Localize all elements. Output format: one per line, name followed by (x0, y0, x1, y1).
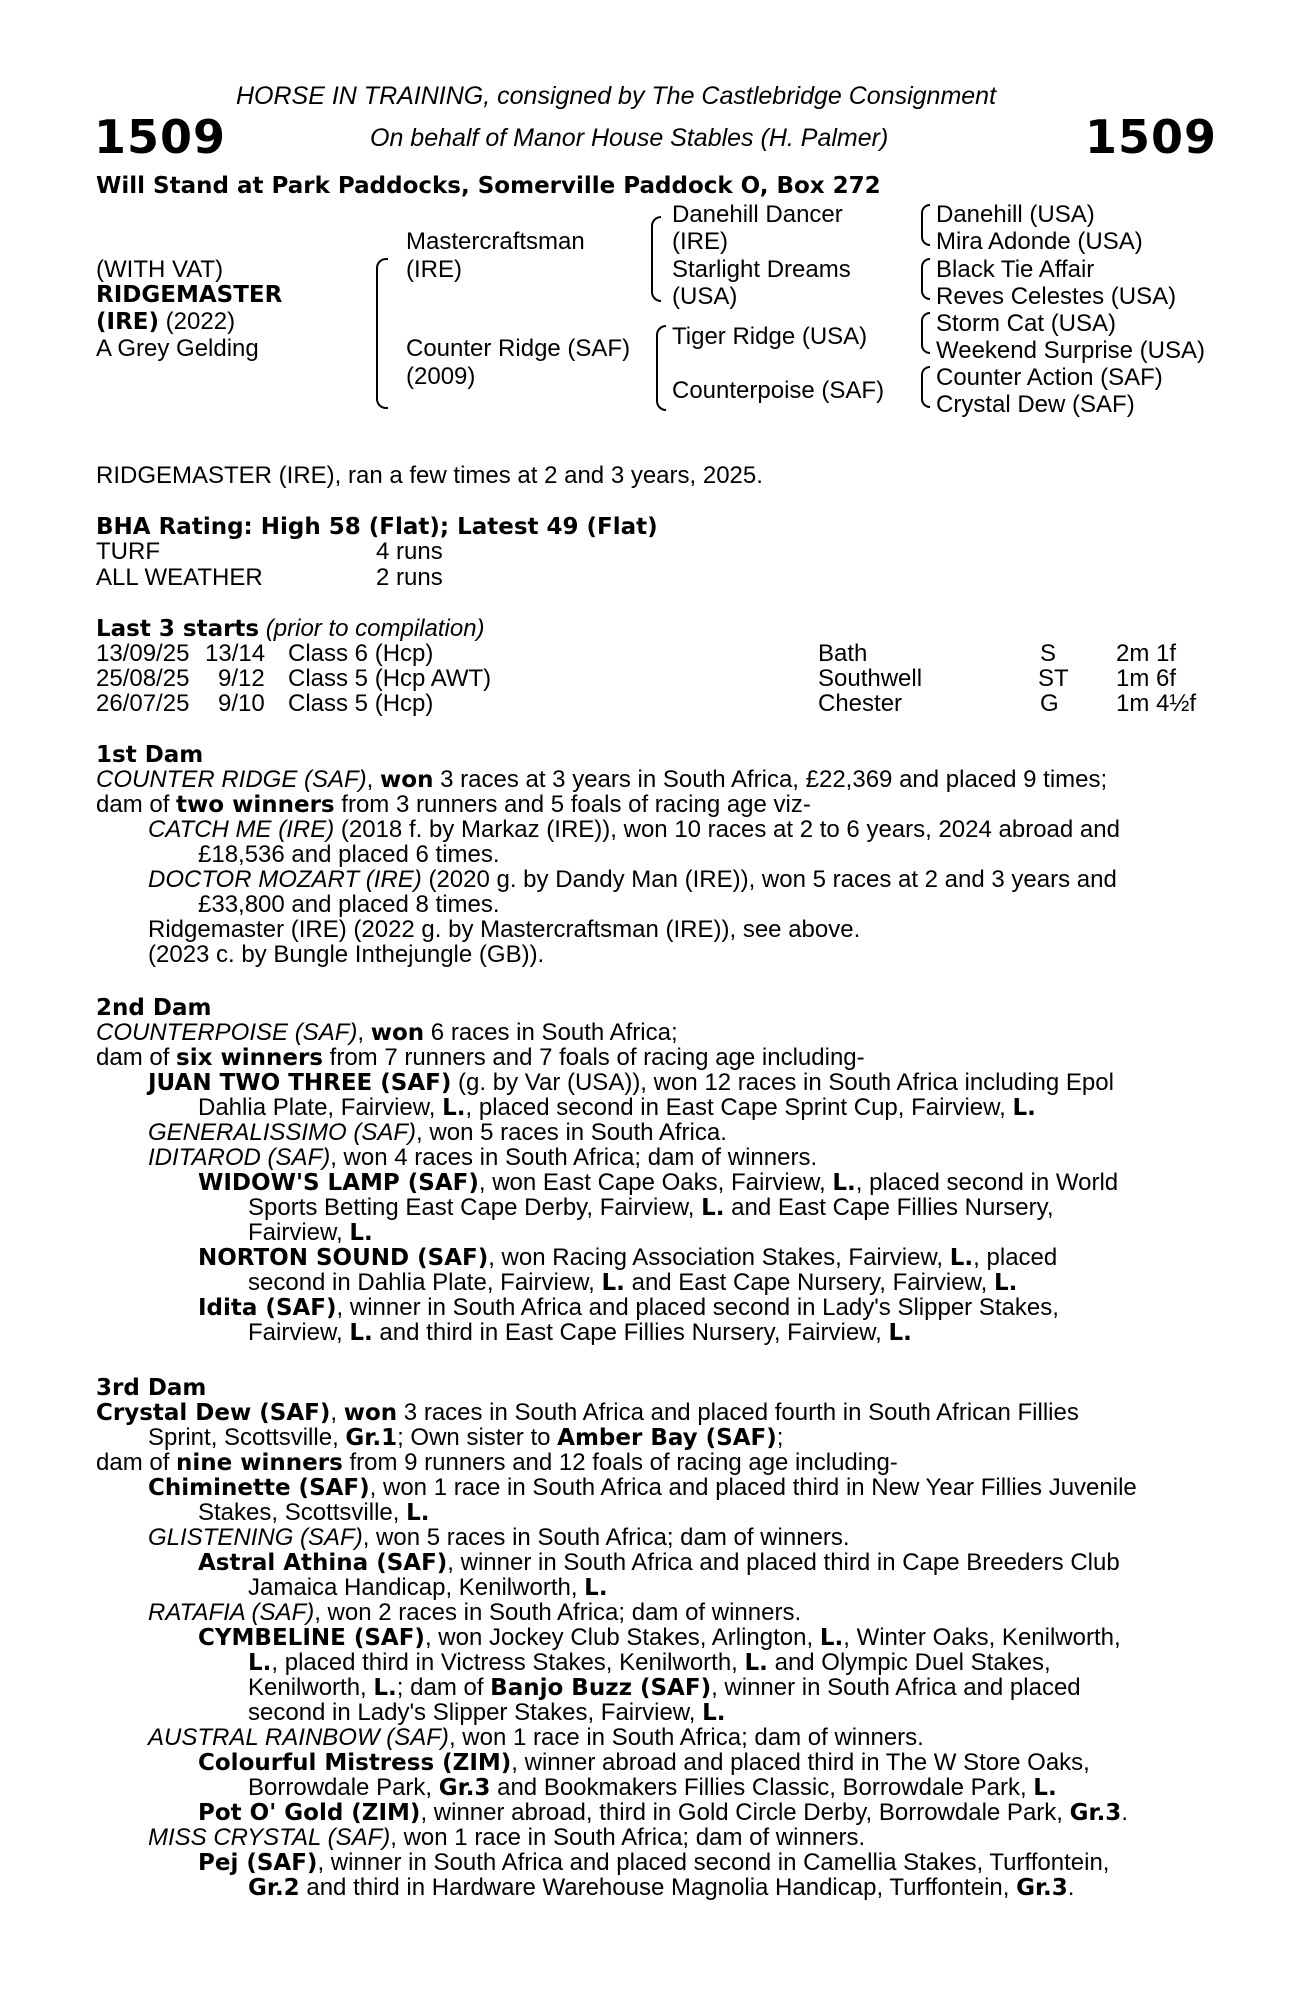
gen3-5: Storm Cat (USA) (936, 310, 1117, 337)
horse-year: (2022) (159, 308, 236, 335)
third-dam-line (248, 1700, 726, 1726)
start-going: S (1040, 640, 1057, 667)
third-dam-line (148, 1425, 783, 1451)
text: and third in Hardware Warehouse Magnolia Handicap, Turffontein, (299, 1874, 1017, 1901)
dam-line1: Counter Ridge (SAF) (406, 335, 631, 362)
header-consignment: HORSE IN TRAINING, consigned by The Castlebridge Consignment (236, 82, 997, 110)
black-type-name: NORTON SOUND (SAF) (198, 1245, 489, 1271)
start-going: ST (1038, 665, 1069, 692)
third-dam-line (148, 1525, 850, 1551)
foal-name: CATCH ME (IRE) (148, 816, 335, 843)
start-class: Class 5 (Hcp AWT) (288, 665, 492, 692)
won-label: won (343, 1400, 398, 1426)
start-class: Class 5 (Hcp) (288, 690, 434, 717)
group-badge: Gr.3 (1069, 1800, 1122, 1826)
text: Sprint, Scottsville, (148, 1424, 346, 1451)
start-course: Chester (818, 690, 903, 717)
text: dam of (96, 1044, 177, 1071)
third-dam-line (198, 1625, 1121, 1651)
text: , winner in South Africa and placed second in Camellia Stakes, Turffontein, (317, 1849, 1110, 1876)
text: Dahlia Plate, Fairview, (198, 1094, 443, 1121)
black-type-name: Pej (SAF) (198, 1850, 318, 1876)
text: , won Racing Association Stakes, Fairview, (488, 1244, 950, 1271)
text: and East Cape Nursery, Fairview, (624, 1269, 994, 1296)
third-dam-line (96, 1450, 898, 1476)
text: , won 1 race in South Africa and placed third in New Year Fillies Juvenile (369, 1474, 1137, 1501)
dam-name: COUNTERPOISE (SAF) (96, 1019, 358, 1046)
text: Fairview, (248, 1319, 350, 1346)
rating-runs-turf: 4 runs (376, 538, 443, 565)
gen3-3: Black Tie Affair (936, 256, 1095, 283)
foal-name: RATAFIA (SAF) (148, 1599, 315, 1626)
start-distance: 1m 6f (1116, 665, 1177, 692)
last-starts-title: Last 3 starts (96, 616, 260, 642)
dam-sire: Tiger Ridge (USA) (672, 323, 868, 350)
second-dam-line (96, 1045, 865, 1071)
third-dam-line (148, 1475, 1137, 1501)
second-dam-heading: 2nd Dam (96, 995, 212, 1021)
third-dam-line (96, 1400, 1079, 1426)
first-dam-line (96, 767, 1107, 793)
listed-badge: L. (1012, 1095, 1036, 1121)
rating-row-aw (96, 565, 263, 591)
text: , winner in South Africa and placed (711, 1674, 1081, 1701)
third-dam-line (248, 1575, 608, 1601)
sire-sire-line2: (IRE) (672, 228, 728, 255)
gen3-4: Reves Celestes (USA) (936, 283, 1177, 310)
listed-badge: L. (349, 1320, 373, 1346)
listed-badge: L. (819, 1625, 844, 1651)
start-position: 9/10 (218, 690, 265, 717)
header-on-behalf: On behalf of Manor House Stables (H. Palmer) (370, 124, 889, 152)
start-position: 13/14 (205, 640, 266, 667)
start-date: 13/09/25 (96, 640, 190, 667)
horse-country-year (96, 309, 235, 335)
gen3-8: Crystal Dew (SAF) (936, 391, 1135, 418)
start-class: Class 6 (Hcp) (288, 640, 434, 667)
listed-badge: L. (888, 1320, 912, 1346)
group-badge: Gr.3 (438, 1775, 491, 1801)
second-dam-line (148, 1145, 817, 1171)
first-dam-heading: 1st Dam (96, 742, 204, 768)
text: dam of (96, 791, 177, 818)
text: , won 5 races in South Africa; dam of winners. (362, 1524, 850, 1551)
sire-sire-line1: Danehill Dancer (672, 201, 843, 228)
text: , placed third in Victress Stakes, Kenilworth, (271, 1649, 745, 1676)
listed-badge: L. (248, 1650, 272, 1676)
text: dam of (96, 1449, 177, 1476)
sire-line2: (IRE) (406, 256, 462, 283)
text: from 7 runners and 7 foals of racing age including- (322, 1044, 865, 1071)
text: , Winter Oaks, Kenilworth, (843, 1624, 1121, 1651)
lot-number-right: 1509 (1085, 110, 1218, 164)
third-dam-line (248, 1650, 1051, 1676)
bracket-g56 (921, 312, 930, 354)
start-distance: 1m 4½f (1116, 690, 1197, 717)
text: , (366, 766, 381, 793)
first-dam-line (96, 792, 811, 818)
third-dam-line (198, 1850, 1109, 1876)
listed-badge: L. (349, 1220, 373, 1246)
sire-line1: Mastercraftsman (406, 228, 585, 255)
race-summary: RIDGEMASTER (IRE), ran a few times at 2 and 3 years, 2025. (96, 462, 763, 489)
pedigree-bracket-dam (656, 325, 666, 411)
group-badge: Gr.3 (1016, 1875, 1068, 1901)
black-type-name: Crystal Dew (SAF) (96, 1400, 331, 1426)
listed-badge: L. (406, 1500, 430, 1526)
listed-badge: L. (702, 1700, 726, 1726)
third-dam-line (248, 1875, 1074, 1901)
horse-country: (IRE) (96, 309, 160, 335)
listed-badge: L. (1033, 1775, 1057, 1801)
sire-dam-line2: (USA) (672, 283, 738, 310)
text: , won 4 races in South Africa; dam of winners. (330, 1144, 818, 1171)
third-dam-line (198, 1500, 429, 1526)
horse-description: A Grey Gelding (96, 335, 259, 362)
text: from 9 runners and 12 foals of racing age including- (342, 1449, 898, 1476)
gen3-2: Mira Adonde (USA) (936, 228, 1143, 255)
listed-badge: L. (373, 1675, 397, 1701)
rating-surface: ALL WEATHER (96, 564, 263, 591)
text: Kenilworth, (248, 1674, 374, 1701)
text: second in Lady's Slipper Stakes, Fairview, (248, 1699, 703, 1726)
second-dam-line (148, 1070, 1114, 1096)
text: Fairview, (248, 1219, 350, 1246)
stand-location: Will Stand at Park Paddocks, Somerville Paddock O, Box 272 (96, 173, 881, 199)
vat-note: (WITH VAT) (96, 256, 224, 283)
pedigree-bracket-sire (651, 216, 661, 302)
black-type-name: CYMBELINE (SAF) (198, 1625, 425, 1651)
gen3-1: Danehill (USA) (936, 201, 1095, 228)
start-going: G (1040, 690, 1059, 717)
second-dam-line (148, 1120, 727, 1146)
third-dam-line (248, 1675, 1081, 1701)
listed-badge: L. (701, 1195, 725, 1221)
second-dam-line (248, 1195, 1054, 1221)
text: , winner abroad, third in Gold Circle Derby, Borrowdale Park, (420, 1799, 1070, 1826)
bha-rating: BHA Rating: High 58 (Flat); Latest 49 (Flat) (96, 514, 658, 540)
black-type-name: Colourful Mistress (ZIM) (198, 1750, 512, 1776)
second-dam-line (248, 1320, 912, 1346)
dam-dam: Counterpoise (SAF) (672, 377, 885, 404)
first-dam-line: £33,800 and placed 8 times. (198, 891, 500, 918)
third-dam-line (148, 1600, 801, 1626)
text: Stakes, Scottsville, (198, 1499, 407, 1526)
start-course: Southwell (818, 665, 923, 692)
third-dam-line (198, 1750, 1090, 1776)
gen3-6: Weekend Surprise (USA) (936, 337, 1205, 364)
text: , won 1 race in South Africa; dam of winners. (448, 1724, 924, 1751)
text: and third in East Cape Fillies Nursery, Fairview, (372, 1319, 889, 1346)
text: 3 races in South Africa and placed fourth in South African Fillies (397, 1399, 1079, 1426)
start-course: Bath (818, 640, 868, 667)
listed-badge: L. (993, 1270, 1018, 1296)
text: , winner in South Africa and placed second in Lady's Slipper Stakes, (336, 1294, 1059, 1321)
text: , winner abroad and placed third in The W Store Oaks, (511, 1749, 1090, 1776)
text: (g. by Var (USA)), won 12 races in South Africa including Epol (451, 1069, 1114, 1096)
text: Borrowdale Park, (248, 1774, 439, 1801)
listed-badge: L. (744, 1650, 768, 1676)
black-type-name: Astral Athina (SAF) (198, 1550, 448, 1576)
bracket-g12 (921, 204, 930, 246)
second-dam-line (198, 1245, 1057, 1271)
text: ; dam of (396, 1674, 491, 1701)
bracket-g78 (921, 366, 930, 408)
gen3-7: Counter Action (SAF) (936, 364, 1163, 391)
foal-name: GLISTENING (SAF) (148, 1524, 363, 1551)
group-badge: Gr.2 (248, 1875, 300, 1901)
third-dam-line (148, 1725, 924, 1751)
listed-badge: L. (832, 1170, 856, 1196)
text: and Olympic Duel Stakes, (767, 1649, 1051, 1676)
listed-badge: L. (584, 1575, 608, 1601)
lot-number-left: 1509 (94, 110, 227, 164)
rating-runs-aw: 2 runs (376, 564, 443, 591)
won-label: won (370, 1020, 425, 1046)
first-dam-line (148, 817, 1120, 843)
foal-name: IDITAROD (SAF) (148, 1144, 331, 1171)
third-dam-line (148, 1825, 865, 1851)
first-dam-line: (2023 c. by Bungle Inthejungle (GB)). (148, 941, 545, 968)
listed-badge: L. (949, 1245, 974, 1271)
last-starts-note: (prior to compilation) (259, 615, 485, 642)
text: 3 races at 3 years in South Africa, £22,369 and placed 9 times; (433, 766, 1108, 793)
pedigree-bracket-main (376, 258, 388, 409)
text: , (330, 1399, 344, 1426)
black-type-name: JUAN TWO THREE (SAF) (148, 1070, 452, 1096)
horse-name: RIDGEMASTER (96, 282, 283, 308)
second-dam-line (198, 1095, 1036, 1121)
group-badge: Gr.1 (345, 1425, 398, 1451)
text: Jamaica Handicap, Kenilworth, (248, 1574, 585, 1601)
text: 6 races in South Africa; (424, 1019, 678, 1046)
text: and East Cape Fillies Nursery, (724, 1194, 1054, 1221)
text: , placed second in East Cape Sprint Cup, Fairview, (465, 1094, 1013, 1121)
text: , (357, 1019, 371, 1046)
black-type-name: Amber Bay (SAF) (557, 1425, 777, 1451)
rating-surface: TURF (96, 538, 160, 565)
third-dam-line (198, 1550, 1120, 1576)
text: ; Own sister to (397, 1424, 558, 1451)
second-dam-line (248, 1220, 373, 1246)
start-distance: 2m 1f (1116, 640, 1177, 667)
black-type-name: WIDOW'S LAMP (SAF) (198, 1170, 479, 1196)
text: . (1067, 1874, 1075, 1901)
text: . (1121, 1799, 1128, 1826)
text: , won East Cape Oaks, Fairview, (478, 1169, 833, 1196)
third-dam-heading: 3rd Dam (96, 1375, 207, 1401)
text: , placed second in World (855, 1169, 1119, 1196)
second-dam-line (198, 1170, 1118, 1196)
dam-name: COUNTER RIDGE (SAF) (96, 766, 367, 793)
black-type-name: Pot O' Gold (ZIM) (198, 1800, 421, 1826)
foal-name: MISS CRYSTAL (SAF) (148, 1824, 391, 1851)
text: ; (776, 1424, 784, 1451)
start-date: 26/07/25 (96, 690, 190, 717)
text: and Bookmakers Fillies Classic, Borrowdale Park, (490, 1774, 1034, 1801)
foal-name: AUSTRAL RAINBOW (SAF) (148, 1724, 449, 1751)
dam-line2: (2009) (406, 363, 476, 390)
second-dam-line (96, 1020, 678, 1046)
first-dam-line: Ridgemaster (IRE) (2022 g. by Mastercraftsman (IRE)), see above. (148, 916, 861, 943)
winners-count: nine winners (176, 1450, 343, 1476)
sire-dam-line1: Starlight Dreams (672, 256, 851, 283)
last-starts-heading (96, 616, 485, 642)
text: from 3 runners and 5 foals of racing age viz- (334, 791, 811, 818)
bracket-g34 (921, 258, 930, 300)
third-dam-line (198, 1800, 1128, 1826)
third-dam-line (248, 1775, 1057, 1801)
second-dam-line (198, 1295, 1059, 1321)
text: , won Jockey Club Stakes, Arlington, (424, 1624, 820, 1651)
second-dam-line (248, 1270, 1017, 1296)
text: , winner in South Africa and placed third in Cape Breeders Club (447, 1549, 1120, 1576)
won-label: won (380, 767, 434, 793)
winners-count: six winners (176, 1045, 323, 1071)
text: , won 5 races in South Africa. (416, 1119, 727, 1146)
foal-name: DOCTOR MOZART (IRE) (148, 866, 422, 893)
foal-name: GENERALISSIMO (SAF) (148, 1119, 417, 1146)
winners-count: two winners (176, 792, 335, 818)
first-dam-line (148, 867, 1117, 893)
text: (2020 g. by Dandy Man (IRE)), won 5 races at 2 and 3 years and (421, 866, 1117, 893)
text: , won 2 races in South Africa; dam of winners. (314, 1599, 802, 1626)
text: , placed (973, 1244, 1058, 1271)
first-dam-line: £18,536 and placed 6 times. (198, 841, 500, 868)
text: , won 1 race in South Africa; dam of winners. (390, 1824, 866, 1851)
start-date: 25/08/25 (96, 665, 190, 692)
black-type-name: Chiminette (SAF) (148, 1475, 370, 1501)
text: (2018 f. by Markaz (IRE)), won 10 races at 2 to 6 years, 2024 abroad and (334, 816, 1120, 843)
text: Sports Betting East Cape Derby, Fairview, (248, 1194, 702, 1221)
rating-row-turf (96, 539, 160, 565)
text: second in Dahlia Plate, Fairview, (248, 1269, 602, 1296)
black-type-name: Banjo Buzz (SAF) (490, 1675, 712, 1701)
listed-badge: L. (601, 1270, 625, 1296)
start-position: 9/12 (218, 665, 265, 692)
black-type-name: Idita (SAF) (198, 1295, 337, 1321)
listed-badge: L. (442, 1095, 466, 1121)
